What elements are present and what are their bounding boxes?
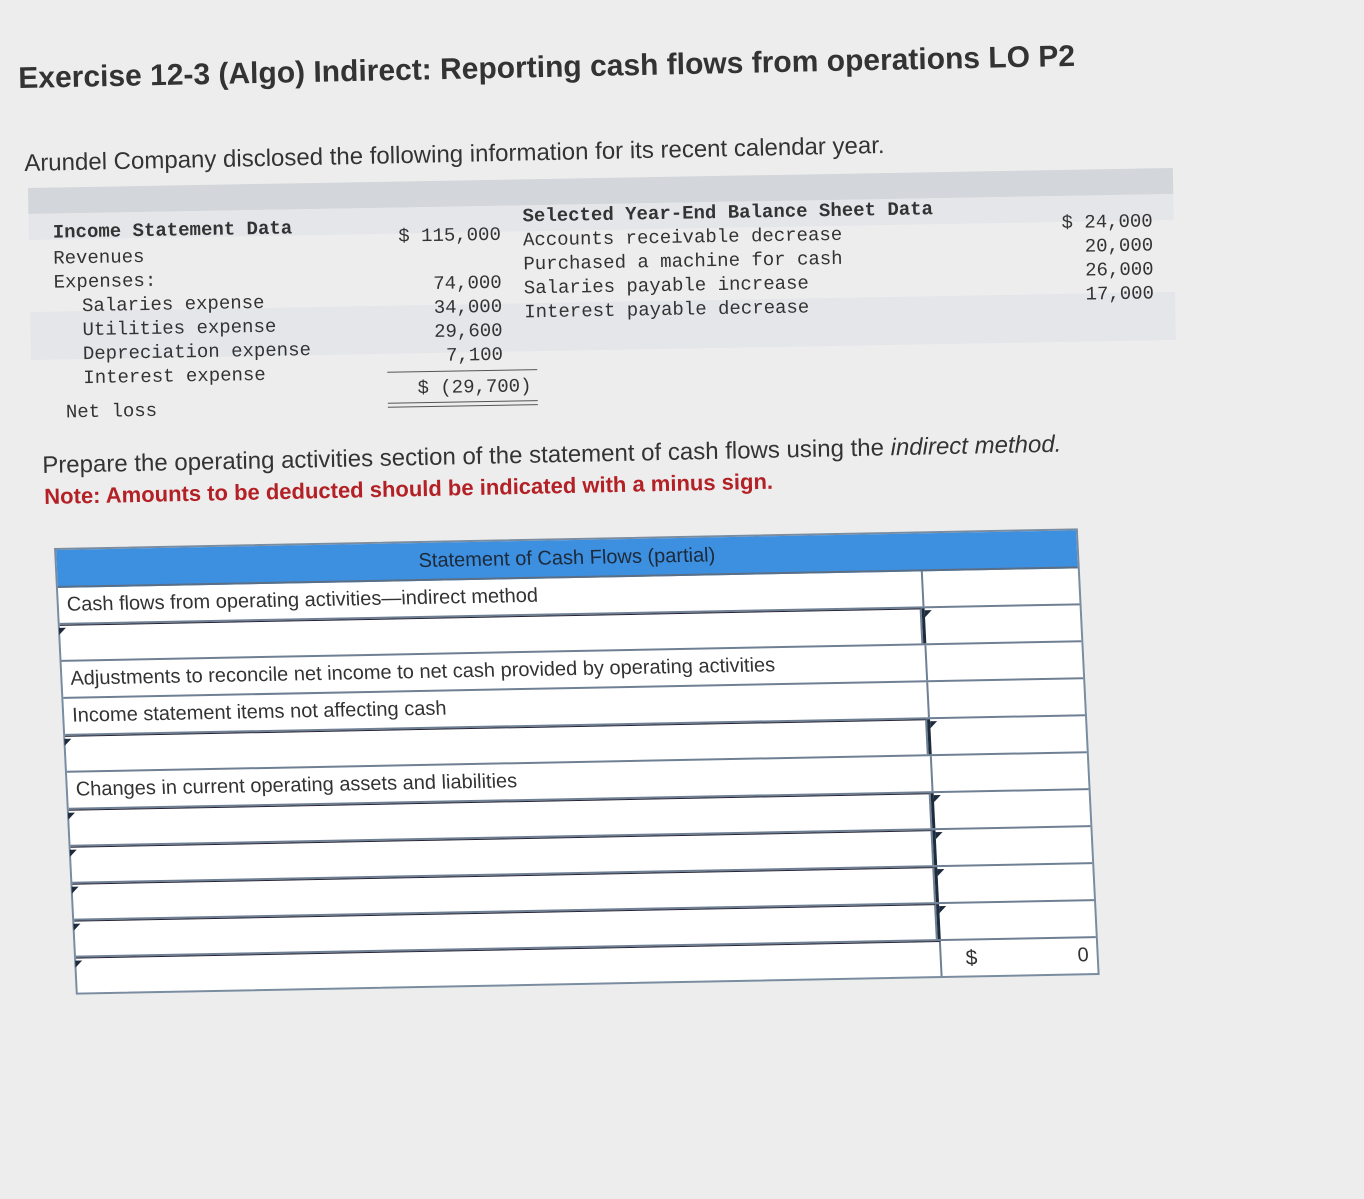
expense-value: 7,100 [445, 343, 504, 367]
expenses-label: Expenses: [53, 269, 157, 294]
expense-value: 74,000 [433, 271, 502, 295]
dropdown-marker-icon [73, 924, 80, 931]
noncash-items-label: Income statement items not affecting cash [63, 682, 930, 734]
amount-input[interactable] [931, 790, 1091, 828]
expense-value: 34,000 [433, 295, 503, 319]
total-amount-cell [941, 938, 1098, 976]
dropdown-marker-icon [70, 850, 77, 857]
total-rule-bottom [388, 404, 538, 408]
balance-item-value: $ 24,000 [1061, 210, 1153, 234]
dropdown-marker-icon [59, 628, 66, 635]
balance-item-label: Interest payable decrease [524, 296, 810, 324]
page-title: Exercise 12-3 (Algo) Indirect: Reporting cash flows from operations LO P2 [18, 39, 1076, 95]
input-marker-icon [936, 832, 943, 839]
input-marker-icon [934, 795, 941, 802]
adjustments-label: Adjustments to reconcile net income to net cash provided by operating activities [62, 645, 929, 697]
amount-cell [932, 753, 1089, 791]
cash-flow-statement-table [54, 528, 1100, 994]
subtotal-rule [387, 369, 537, 373]
net-loss-label: Net loss [65, 399, 158, 424]
dropdown-marker-icon [68, 813, 75, 820]
amount-input[interactable] [927, 716, 1087, 754]
balance-sheet-heading: Selected Year-End Balance Sheet Data [522, 198, 934, 228]
revenues-value: $ 115,000 [398, 223, 502, 248]
currency-symbol: $ [965, 945, 978, 970]
note-text: Note: Amounts to be deducted should be indicated with a minus sign. [44, 468, 774, 509]
balance-item-label: Purchased a machine for cash [523, 247, 843, 276]
amount-cell [926, 642, 1083, 680]
intro-text: Arundel Company disclosed the following information for its recent calendar year. [24, 131, 885, 177]
input-marker-icon [930, 721, 937, 728]
total-rule-top [388, 400, 538, 404]
operating-activities-label: Cash flows from operating activities—indirect method [58, 571, 925, 623]
changes-label: Changes in current operating assets and liabilities [67, 756, 934, 808]
total-value: 0 [1077, 944, 1090, 967]
statement-header: Statement of Cash Flows (partial) [56, 530, 1078, 588]
input-marker-icon [939, 906, 946, 913]
revenues-label: Revenues [53, 245, 145, 270]
balance-item-label: Accounts receivable decrease [522, 223, 843, 252]
expense-label: Salaries expense [81, 291, 265, 318]
amount-cell [923, 568, 1080, 606]
amount-input[interactable] [922, 605, 1082, 643]
balance-item-label: Salaries payable increase [523, 272, 810, 300]
input-marker-icon [937, 869, 944, 876]
dropdown-marker-icon [75, 961, 82, 968]
instructions-main: Prepare the operating activities section of the statement of cash flows using the [42, 434, 891, 479]
instructions-method: indirect method. [890, 430, 1062, 462]
dropdown-marker-icon [64, 739, 71, 746]
given-data-table [28, 168, 1177, 428]
expense-label: Interest expense [83, 363, 266, 390]
expense-label: Depreciation expense [82, 339, 312, 366]
balance-item-value: 20,000 [1084, 234, 1154, 258]
expense-label: Utilities expense [82, 315, 277, 342]
net-loss-value: $ (29,700) [417, 375, 532, 400]
income-statement-heading: Income Statement Data [52, 217, 293, 244]
amount-input[interactable] [932, 827, 1092, 865]
balance-item-value: 26,000 [1084, 258, 1154, 282]
amount-input[interactable] [934, 864, 1094, 902]
input-marker-icon [925, 610, 932, 617]
amount-cell [928, 679, 1085, 717]
expense-value: 29,600 [433, 319, 503, 343]
balance-item-value: 17,000 [1085, 282, 1155, 306]
dropdown-marker-icon [72, 887, 79, 894]
amount-input[interactable] [936, 901, 1096, 939]
